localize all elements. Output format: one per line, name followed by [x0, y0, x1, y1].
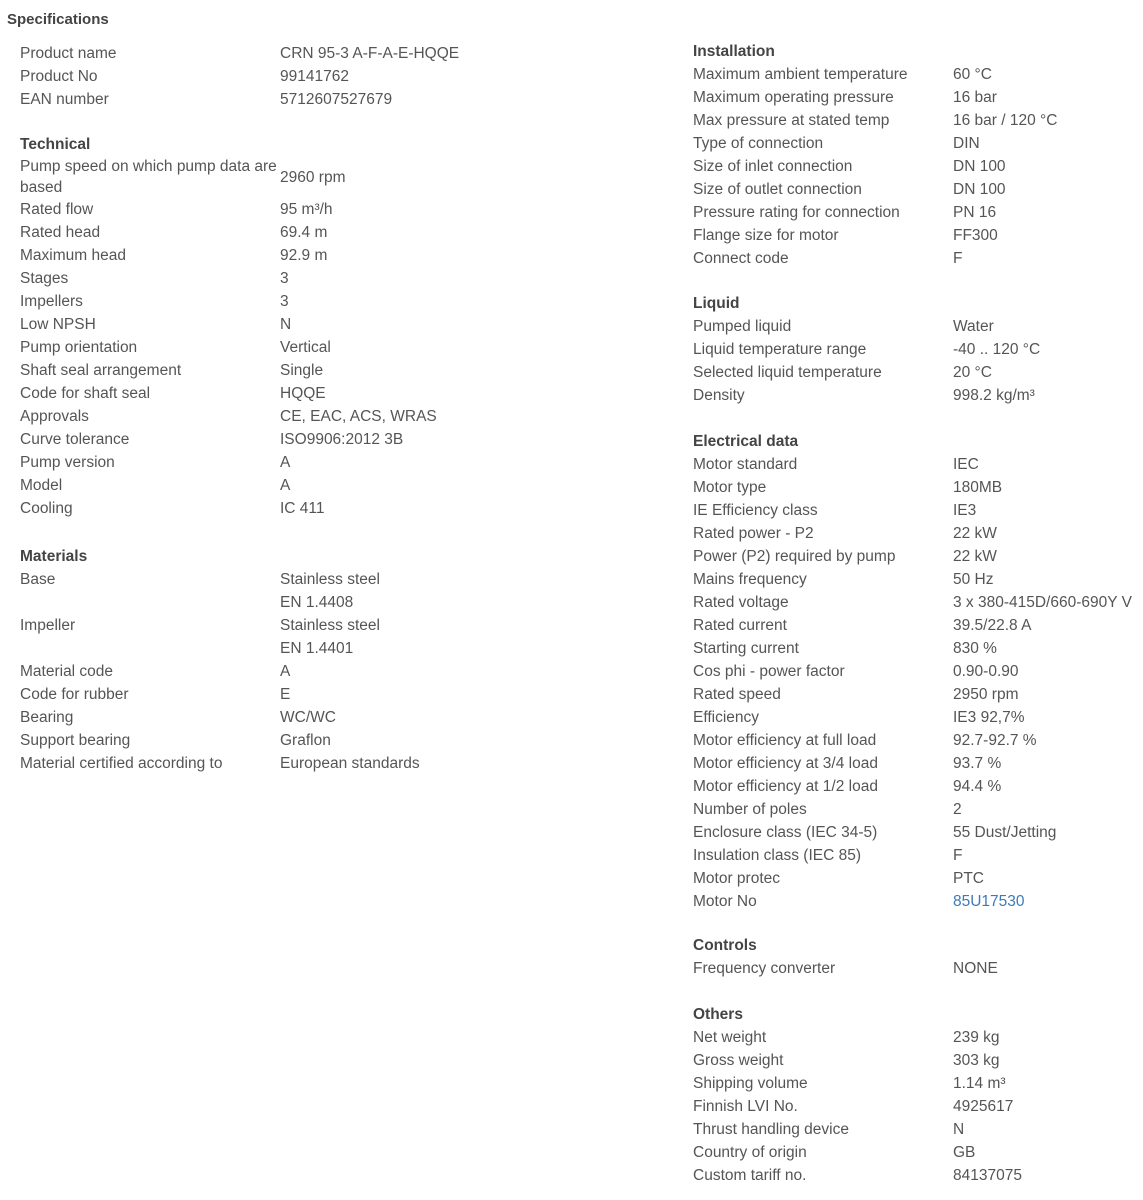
spec-row-efficiency	[693, 706, 1139, 729]
spec-label: Power (P2) required by pump	[693, 548, 896, 565]
spec-label: Approvals	[20, 408, 89, 425]
spec-value: 50 Hz	[953, 571, 994, 588]
spec-row-finnish-lvi-no	[693, 1095, 1139, 1118]
section-installation	[693, 40, 1139, 270]
spec-label: Starting current	[693, 640, 799, 657]
spec-value: 69.4 m	[280, 224, 328, 241]
spec-value: DIN	[953, 135, 980, 152]
spec-label: Mains frequency	[693, 571, 807, 588]
spec-value: 2950 rpm	[953, 686, 1019, 703]
spec-label: Country of origin	[693, 1144, 807, 1161]
spec-row-code-for-rubber	[20, 683, 460, 706]
spec-row-thrust-handling-device	[693, 1118, 1139, 1141]
spec-row-pump-version	[20, 451, 460, 474]
spec-row-selected-liquid-temperature	[693, 361, 1139, 384]
spec-label: Motor standard	[693, 456, 798, 473]
spec-label: Rated head	[20, 224, 101, 241]
section-electrical-data	[693, 430, 1139, 913]
spec-row-ean-number	[20, 88, 460, 111]
spec-row-rated-head	[20, 221, 460, 244]
spec-value: 20 °C	[953, 364, 992, 381]
spec-label: Net weight	[693, 1029, 767, 1046]
spec-label: Enclosure class (IEC 34-5)	[693, 824, 878, 841]
spec-value: Single	[280, 362, 324, 379]
spec-label: Connect code	[693, 250, 789, 267]
spec-row-liquid-temperature-range	[693, 338, 1139, 361]
spec-label: Motor protec	[693, 870, 781, 887]
spec-row-rated-speed	[693, 683, 1139, 706]
spec-label: Shipping volume	[693, 1075, 808, 1092]
spec-row-ie-efficiency-class	[693, 499, 1139, 522]
spec-label: Rated flow	[20, 201, 94, 218]
spec-value: PTC	[953, 870, 984, 887]
spec-value: F	[953, 847, 963, 864]
spec-row-material-certified-according-to	[20, 752, 460, 775]
spec-row-stages	[20, 267, 460, 290]
spec-label: Motor efficiency at 3/4 load	[693, 755, 878, 772]
spec-label: Impeller	[20, 617, 76, 634]
spec-label: Rated current	[693, 617, 787, 634]
spec-value: GB	[953, 1144, 976, 1161]
spec-value: PN 16	[953, 204, 997, 221]
section-title: Technical	[20, 136, 91, 153]
spec-row-low-npsh	[20, 313, 460, 336]
spec-label: Rated power - P2	[693, 525, 814, 542]
spec-value: A	[280, 663, 291, 680]
spec-value: 94.4 %	[953, 778, 1002, 795]
spec-label: Material certified according to	[20, 755, 223, 772]
spec-row-material-code	[20, 660, 460, 683]
spec-row-shaft-seal-arrangement	[20, 359, 460, 382]
spec-value: FF300	[953, 227, 998, 244]
spec-label: Cos phi - power factor	[693, 663, 845, 680]
spec-label: Rated voltage	[693, 594, 789, 611]
section-materials	[20, 545, 460, 775]
spec-row-country-of-origin	[693, 1141, 1139, 1164]
spec-row-gross-weight	[693, 1049, 1139, 1072]
spec-row-pumped-liquid	[693, 315, 1139, 338]
spec-value: 60 °C	[953, 66, 992, 83]
spec-label: Motor efficiency at full load	[693, 732, 877, 749]
spec-value: HQQE	[280, 385, 326, 402]
spec-value: 3	[280, 293, 289, 310]
spec-label: Custom tariff no.	[693, 1167, 807, 1184]
spec-row-maximum-operating-pressure	[693, 86, 1139, 109]
section-others	[693, 1003, 1139, 1187]
spec-label: Finnish LVI No.	[693, 1098, 798, 1115]
spec-value: 95 m³/h	[280, 201, 333, 218]
spec-row-frequency-converter	[693, 957, 1139, 980]
spec-label: Gross weight	[693, 1052, 784, 1069]
spec-row-cos-phi-power-factor	[693, 660, 1139, 683]
spec-value: A	[280, 454, 291, 471]
spec-row-support-bearing	[20, 729, 460, 752]
spec-row-pressure-rating-for-connection	[693, 201, 1139, 224]
spec-row-rated-power-p2	[693, 522, 1139, 545]
spec-value: IE3	[953, 502, 977, 519]
spec-label: Support bearing	[20, 732, 131, 749]
spec-row-motor-efficiency-at-full-load	[693, 729, 1139, 752]
spec-value: 2	[953, 801, 962, 818]
spec-row-rated-current	[693, 614, 1139, 637]
spec-value: 55 Dust/Jetting	[953, 824, 1057, 841]
spec-label: Max pressure at stated temp	[693, 112, 890, 129]
spec-row-max-pressure-at-stated-temp	[693, 109, 1139, 132]
spec-value: ISO9906:2012 3B	[280, 431, 404, 448]
spec-value: DN 100	[953, 181, 1006, 198]
spec-value: N	[953, 1121, 965, 1138]
spec-value: 5712607527679	[280, 91, 393, 108]
spec-row-type-of-connection	[693, 132, 1139, 155]
spec-value: N	[280, 316, 292, 333]
spec-value: 39.5/22.8 A	[953, 617, 1032, 634]
section-title: Controls	[693, 937, 757, 954]
spec-value: CRN 95-3 A-F-A-E-HQQE	[280, 45, 460, 62]
spec-label: Pumped liquid	[693, 318, 792, 335]
section-technical	[20, 133, 460, 520]
spec-row-density	[693, 384, 1139, 407]
spec-label: Insulation class (IEC 85)	[693, 847, 861, 864]
spec-label: Maximum head	[20, 247, 126, 264]
spec-label: Impellers	[20, 293, 83, 310]
spec-row-motor-type	[693, 476, 1139, 499]
spec-label: Size of inlet connection	[693, 158, 853, 175]
spec-row-size-of-outlet-connection	[693, 178, 1139, 201]
spec-row-product-name	[20, 42, 460, 65]
spec-value: European standards	[280, 755, 420, 772]
spec-row-rated-flow	[20, 198, 460, 221]
spec-label: Motor type	[693, 479, 767, 496]
spec-label: Code for shaft seal	[20, 385, 151, 402]
spec-row-mains-frequency	[693, 568, 1139, 591]
spec-row-starting-current	[693, 637, 1139, 660]
spec-value: IE3 92,7%	[953, 709, 1025, 726]
spec-row-motor-standard	[693, 453, 1139, 476]
spec-value: F	[953, 250, 963, 267]
spec-row-maximum-head	[20, 244, 460, 267]
spec-label: Thrust handling device	[693, 1121, 849, 1138]
spec-row-approvals	[20, 405, 460, 428]
spec-row-shipping-volume	[693, 1072, 1139, 1095]
spec-label: Pump version	[20, 454, 115, 471]
spec-label: Cooling	[20, 500, 73, 517]
spec-value: 303 kg	[953, 1052, 1000, 1069]
section-title: Electrical data	[693, 433, 799, 450]
spec-label: Product name	[20, 45, 117, 62]
spec-label: Material code	[20, 663, 114, 680]
spec-value: 0.90-0.90	[953, 663, 1019, 680]
spec-label: Motor No	[693, 893, 757, 910]
spec-value: 84137075	[953, 1167, 1022, 1184]
spec-label: Motor efficiency at 1/2 load	[693, 778, 878, 795]
spec-value: -40 .. 120 °C	[953, 341, 1041, 358]
spec-value: IC 411	[280, 500, 325, 517]
spec-label: Bearing	[20, 709, 74, 726]
spec-row-net-weight	[693, 1026, 1139, 1049]
spec-value: Stainless steel EN 1.4401	[280, 617, 380, 657]
spec-label: Selected liquid temperature	[693, 364, 882, 381]
spec-value: 4925617	[953, 1098, 1014, 1115]
spec-label: Number of poles	[693, 801, 807, 818]
spec-label: Flange size for motor	[693, 227, 839, 244]
section-title: Installation	[693, 43, 775, 60]
spec-value: 2960 rpm	[280, 168, 346, 186]
spec-row-bearing	[20, 706, 460, 729]
spec-label: Stages	[20, 270, 69, 287]
section-title: Liquid	[693, 295, 740, 312]
spec-value: 3	[280, 270, 289, 287]
section-product	[20, 42, 460, 111]
spec-value: 22 kW	[953, 525, 997, 542]
spec-value: Vertical	[280, 339, 331, 356]
section-title: Others	[693, 1006, 743, 1023]
spec-label: Type of connection	[693, 135, 824, 152]
spec-label: Efficiency	[693, 709, 760, 726]
spec-value: 22 kW	[953, 548, 997, 565]
spec-row-flange-size-for-motor	[693, 224, 1139, 247]
spec-row-enclosure-class-iec-34-5	[693, 821, 1139, 844]
section-liquid	[693, 292, 1139, 407]
spec-value: 180MB	[953, 479, 1003, 496]
spec-label: Base	[20, 571, 56, 588]
spec-label: Density	[693, 387, 745, 404]
spec-value: DN 100	[953, 158, 1006, 175]
spec-row-maximum-ambient-temperature	[693, 63, 1139, 86]
spec-row-impellers	[20, 290, 460, 313]
spec-value: 830 %	[953, 640, 997, 657]
section-title: Materials	[20, 548, 88, 565]
spec-value: 16 bar	[953, 89, 997, 106]
motor-no-link[interactable]: 85U17530	[953, 893, 1025, 910]
spec-label: Rated speed	[693, 686, 781, 703]
spec-row-code-for-shaft-seal	[20, 382, 460, 405]
spec-row-curve-tolerance	[20, 428, 460, 451]
spec-label: Code for rubber	[20, 686, 129, 703]
spec-value: Water	[953, 318, 994, 335]
spec-value: 99141762	[280, 68, 349, 85]
spec-label: Liquid temperature range	[693, 341, 867, 358]
spec-value: IEC	[953, 456, 979, 473]
spec-row-size-of-inlet-connection	[693, 155, 1139, 178]
spec-value: Graflon	[280, 732, 331, 749]
spec-label: EAN number	[20, 91, 109, 108]
spec-value: 92.9 m	[280, 247, 328, 264]
spec-label: Low NPSH	[20, 316, 96, 333]
spec-row-model	[20, 474, 460, 497]
spec-row-custom-tariff-no	[693, 1164, 1139, 1187]
spec-row-pump-speed-on-which-pump-data-are-based	[20, 156, 460, 198]
spec-label: IE Efficiency class	[693, 502, 818, 519]
spec-label: Maximum ambient temperature	[693, 66, 908, 83]
spec-value: 16 bar / 120 °C	[953, 112, 1058, 129]
spec-value: 239 kg	[953, 1029, 1000, 1046]
spec-row-connect-code	[693, 247, 1139, 270]
spec-label: Model	[20, 477, 63, 494]
spec-row-motor-efficiency-at-1-2-load	[693, 775, 1139, 798]
spec-row-insulation-class-iec-85	[693, 844, 1139, 867]
spec-row-cooling	[20, 497, 460, 520]
section-controls	[693, 934, 1139, 980]
spec-label: Curve tolerance	[20, 431, 130, 448]
spec-value: 998.2 kg/m³	[953, 387, 1035, 404]
spec-value: 1.14 m³	[953, 1075, 1006, 1092]
spec-row-impeller	[20, 614, 460, 660]
spec-row-base	[20, 568, 460, 614]
spec-value: 92.7-92.7 %	[953, 732, 1037, 749]
spec-value: NONE	[953, 960, 998, 977]
spec-label: Size of outlet connection	[693, 181, 862, 198]
spec-label: Pump orientation	[20, 339, 138, 356]
spec-value: WC/WC	[280, 709, 336, 726]
spec-value: A	[280, 477, 291, 494]
spec-value: 93.7 %	[953, 755, 1002, 772]
page-title: Specifications	[7, 11, 109, 28]
spec-label: Shaft seal arrangement	[20, 362, 182, 379]
spec-label: Frequency converter	[693, 960, 836, 977]
spec-value: E	[280, 686, 291, 703]
spec-row-power-p2-required-by-pump	[693, 545, 1139, 568]
spec-row-motor-no	[693, 890, 1139, 913]
spec-value: Stainless steel EN 1.4408	[280, 571, 380, 611]
spec-value: CE, EAC, ACS, WRAS	[280, 408, 437, 425]
spec-value: 3 x 380-415D/660-690Y V	[953, 594, 1132, 611]
spec-row-pump-orientation	[20, 336, 460, 359]
spec-row-motor-protec	[693, 867, 1139, 890]
spec-row-motor-efficiency-at-3-4-load	[693, 752, 1139, 775]
spec-label: Product No	[20, 68, 98, 85]
spec-row-product-no	[20, 65, 460, 88]
spec-row-number-of-poles	[693, 798, 1139, 821]
spec-label: Pressure rating for connection	[693, 204, 900, 221]
spec-label: Pump speed on which pump data are based	[20, 158, 277, 196]
spec-row-rated-voltage	[693, 591, 1139, 614]
spec-label: Maximum operating pressure	[693, 89, 894, 106]
